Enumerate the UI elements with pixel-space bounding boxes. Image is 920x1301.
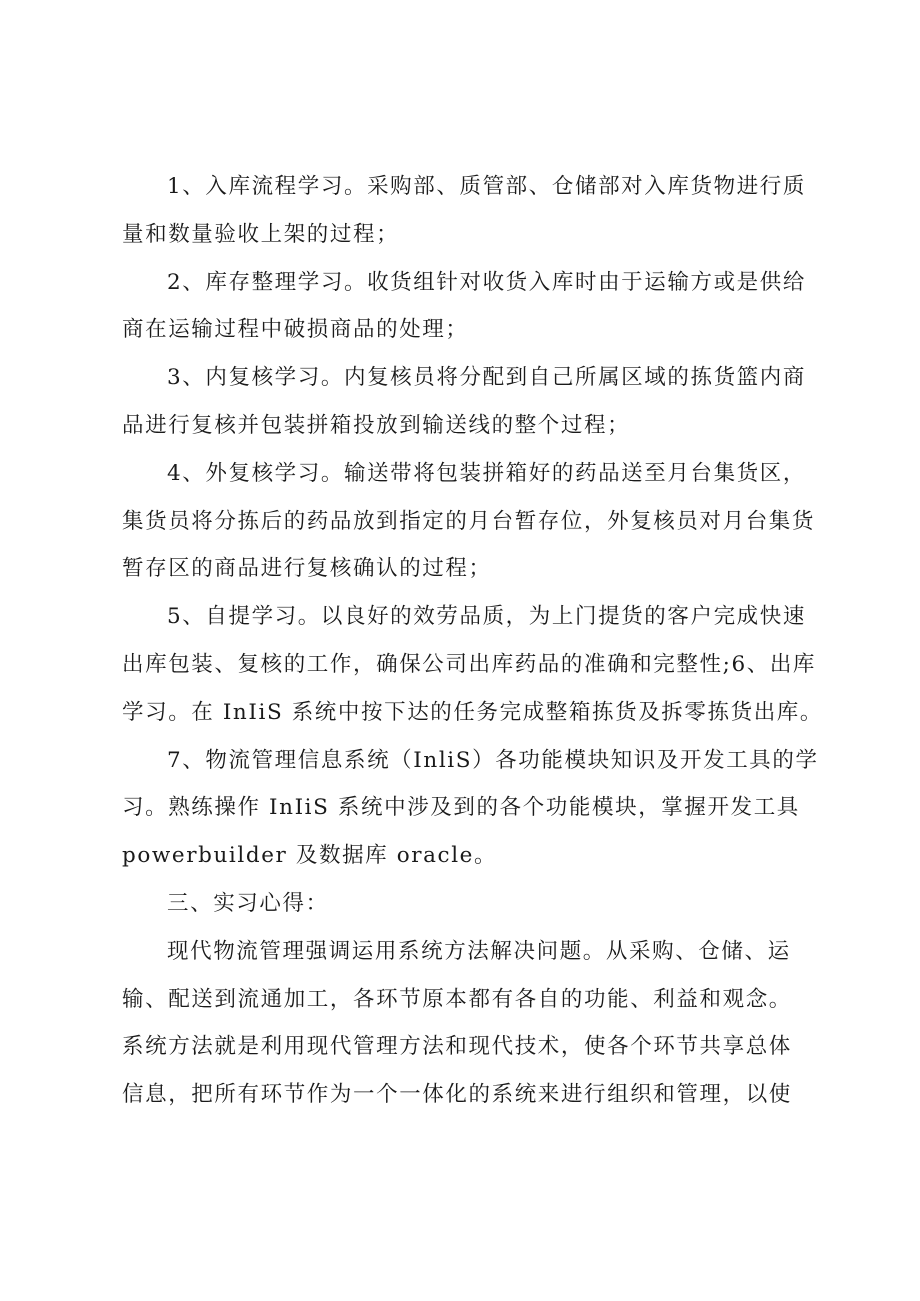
paragraph-4-line-2: 集货员将分拣后的药品放到指定的月台暂存位，外复核员对月台集货	[122, 508, 816, 534]
paragraph-8-line-1: 现代物流管理强调运用系统方法解决问题。从采购、仓储、运	[167, 938, 791, 964]
paragraph-8-line-2: 输、配送到流通加工，各环节原本都有各自的功能、利益和观念。	[122, 986, 792, 1012]
paragraph-1-line-1: 1、入库流程学习。采购部、质管部、仓储部对入库货物进行质	[167, 174, 806, 199]
paragraph-7-line-1: 7、物流管理信息系统（InliS）各功能模块知识及开发工具的学	[167, 747, 819, 773]
paragraph-4-line-1: 4、外复核学习。输送带将包装拼箱好的药品送至月台集货区，	[167, 460, 806, 486]
document-body	[122, 163, 822, 1119]
paragraph-2-line-2: 商在运输过程中破损商品的处理；	[122, 317, 469, 343]
paragraph-2-line-1: 2、库存整理学习。收货组针对收货入库时由于运输方或是供给	[167, 269, 806, 295]
paragraph-7-line-2: 习。熟练操作 InIiS 系统中涉及到的各个功能模块，掌握开发工具	[122, 795, 800, 821]
paragraph-8-line-4: 信息，把所有环节作为一个一体化的系统来进行组织和管理，以使	[122, 1082, 792, 1108]
paragraph-3-line-1: 3、内复核学习。内复核员将分配到自己所属区域的拣货篮内商	[167, 365, 806, 391]
paragraph-3-line-2: 品进行复核并包装拼箱投放到输送线的整个过程；	[122, 412, 631, 438]
section-heading: 三、实习心得：	[167, 890, 329, 916]
paragraph-5-line-2: 出库包装、复核的工作，确保公司出库药品的准确和完整性;6、出库	[122, 651, 817, 677]
paragraph-1-line-2: 量和数量验收上架的过程；	[122, 221, 400, 247]
paragraph-4-line-3: 暂存区的商品进行复核确认的过程；	[122, 556, 492, 582]
paragraph-5-line-1: 5、自提学习。以良好的效劳品质，为上门提货的客户完成快速	[167, 604, 806, 630]
paragraph-8-line-3: 系统方法就是利用现代管理方法和现代技术，使各个环节共享总体	[122, 1034, 792, 1060]
paragraph-7-line-3: powerbuilder 及数据库 oracle。	[122, 843, 498, 869]
paragraph-5-line-3: 学习。在 InIiS 系统中按下达的任务完成整箱拣货及拆零拣货出库。	[122, 699, 824, 725]
